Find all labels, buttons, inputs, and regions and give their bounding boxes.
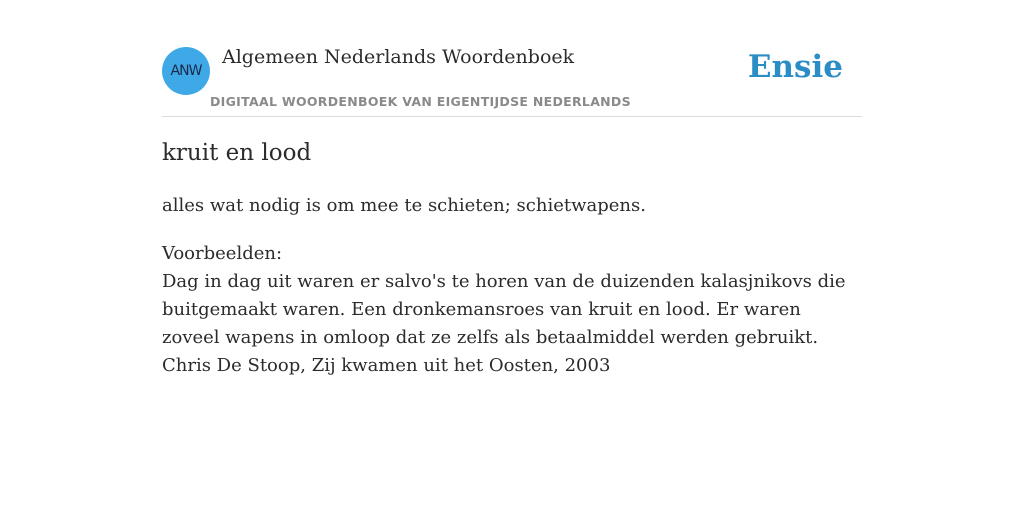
site-title[interactable]: Algemeen Nederlands Woordenboek: [222, 46, 575, 68]
examples-section: [162, 240, 862, 380]
entry-headword: kruit en lood: [162, 140, 312, 166]
examples-label: Voorbeelden:: [162, 243, 283, 264]
logo-text: ANW: [170, 63, 202, 79]
example-text: Dag in dag uit waren er salvo's te horen van de duizenden kalasjnikovs die buitgemaakt waren. Een dronkemansroes van kruit en lood. Er waren zoveel wapens in omloop dat ze zelfs als betaalmiddel werden gebruikt.: [162, 271, 846, 348]
example-source: Chris De Stoop, Zij kwamen uit het Oosten, 2003: [162, 355, 611, 376]
site-subtitle: DIGITAAL WOORDENBOEK VAN EIGENTIJDSE NEDERLANDS: [210, 94, 631, 109]
site-header: [162, 0, 862, 117]
ensie-brand-logo[interactable]: Ensie: [747, 49, 843, 85]
entry-definition: alles wat nodig is om mee te schieten; schietwapens.: [162, 195, 646, 216]
anw-logo[interactable]: [162, 47, 210, 95]
page-container: [162, 0, 862, 376]
